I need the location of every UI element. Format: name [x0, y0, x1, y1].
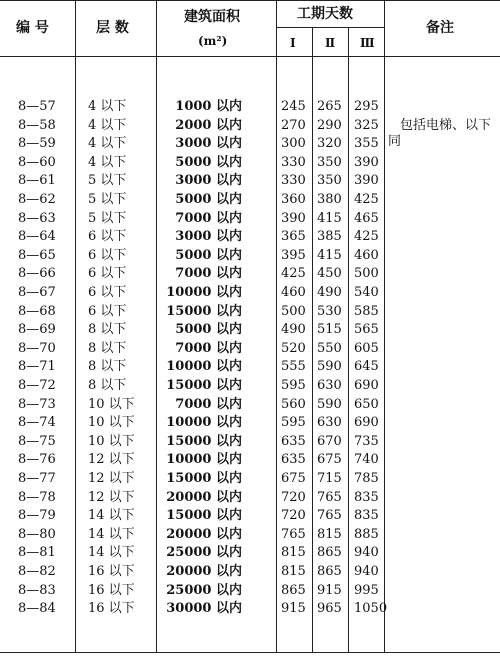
row-area: 5000 以内 [175, 154, 242, 170]
row-duration-3: 540 [354, 285, 379, 300]
row-duration-2: 385 [317, 229, 342, 245]
table-row [0, 545, 500, 561]
row-duration-1: 720 [281, 508, 306, 524]
row-duration-3: 390 [354, 173, 379, 189]
row-floors: 12 以下 [88, 471, 135, 486]
row-duration-3: 690 [354, 415, 379, 431]
row-duration-2: 765 [317, 508, 342, 524]
row-duration-1: 555 [281, 359, 306, 375]
row-duration-3: 390 [354, 154, 379, 170]
row-duration-2: 515 [317, 322, 342, 338]
row-code: 8—69 [18, 322, 56, 338]
row-duration-3: 565 [354, 322, 379, 338]
row-code: 8—78 [18, 489, 56, 505]
row-area: 15000 以内 [166, 471, 242, 486]
row-duration-1: 390 [281, 210, 306, 226]
row-code: 8—58 [18, 117, 56, 133]
row-area: 3000 以内 [175, 173, 242, 189]
row-floors: 14 以下 [88, 526, 135, 542]
header-area-unit: (m²) [198, 34, 228, 48]
row-floors: 5 以下 [88, 173, 127, 189]
row-code: 8—71 [18, 359, 56, 375]
row-area: 7000 以内 [175, 210, 242, 226]
row-area: 3000 以内 [175, 136, 242, 152]
row-code: 8—74 [18, 415, 56, 431]
header-floors: 层 数 [96, 20, 129, 36]
row-code: 8—65 [18, 247, 56, 263]
row-duration-1: 595 [281, 415, 306, 431]
table-row [0, 266, 500, 282]
row-floors: 6 以下 [88, 229, 127, 245]
row-duration-1: 865 [281, 582, 306, 598]
header-duration-col-1: Ⅰ [290, 36, 296, 50]
table-row [0, 229, 500, 245]
table-row [0, 359, 500, 375]
row-duration-2: 865 [317, 564, 342, 579]
row-code: 8—62 [18, 192, 56, 207]
row-floors: 5 以下 [88, 192, 127, 207]
row-floors: 5 以下 [88, 210, 127, 226]
row-area: 5000 以内 [175, 192, 242, 207]
row-code: 8—68 [18, 303, 56, 319]
row-floors: 14 以下 [88, 508, 135, 524]
remark-note: 包括电梯、以下同 [388, 118, 492, 149]
row-duration-1: 365 [281, 229, 306, 245]
row-duration-3: 425 [354, 192, 379, 207]
row-duration-1: 520 [281, 340, 306, 356]
row-duration-1: 360 [281, 192, 306, 207]
row-duration-2: 765 [317, 489, 342, 505]
row-duration-2: 380 [317, 192, 342, 207]
row-duration-2: 865 [317, 545, 342, 561]
row-code: 8—59 [18, 136, 56, 152]
row-floors: 16 以下 [88, 601, 135, 617]
row-duration-3: 465 [354, 210, 379, 226]
row-area: 10000 以内 [166, 415, 242, 431]
row-area: 15000 以内 [166, 378, 242, 393]
table-row [0, 136, 500, 152]
row-code: 8—83 [18, 582, 56, 598]
row-duration-3: 835 [354, 489, 379, 505]
row-code: 8—57 [18, 99, 56, 114]
row-duration-2: 630 [317, 415, 342, 431]
row-duration-2: 715 [317, 471, 342, 486]
row-floors: 4 以下 [88, 136, 127, 152]
table-row [0, 601, 500, 617]
row-floors: 8 以下 [88, 340, 127, 356]
row-duration-1: 425 [281, 266, 306, 282]
header-duration-title: 工期天数 [297, 6, 353, 22]
row-duration-3: 605 [354, 340, 379, 356]
row-duration-1: 595 [281, 378, 306, 393]
row-code: 8—61 [18, 173, 56, 189]
table-row [0, 508, 500, 524]
table-row [0, 434, 500, 450]
row-area: 30000 以内 [166, 601, 242, 617]
row-area: 5000 以内 [175, 247, 242, 263]
row-code: 8—73 [18, 396, 56, 412]
row-duration-1: 815 [281, 545, 306, 561]
row-duration-3: 885 [354, 526, 379, 542]
row-floors: 16 以下 [88, 582, 135, 598]
row-duration-1: 635 [281, 433, 306, 449]
row-duration-1: 635 [281, 452, 306, 468]
row-duration-3: 585 [354, 303, 379, 319]
row-duration-2: 415 [317, 210, 342, 226]
table-row [0, 471, 500, 487]
row-duration-1: 460 [281, 285, 306, 300]
row-area: 20000 以内 [166, 526, 242, 542]
row-area: 7000 以内 [175, 396, 242, 412]
row-code: 8—77 [18, 471, 56, 486]
table-row [0, 118, 500, 134]
row-floors: 4 以下 [88, 154, 127, 170]
row-duration-3: 650 [354, 396, 379, 412]
row-duration-2: 350 [317, 173, 342, 189]
row-floors: 6 以下 [88, 285, 127, 300]
row-duration-1: 490 [281, 322, 306, 338]
header-code: 编 号 [16, 20, 49, 36]
row-floors: 12 以下 [88, 452, 135, 468]
row-code: 8—63 [18, 210, 56, 226]
row-duration-2: 915 [317, 582, 342, 598]
row-floors: 14 以下 [88, 545, 135, 561]
duration-header-divider [276, 27, 384, 28]
row-duration-3: 940 [354, 545, 379, 561]
table-row [0, 304, 500, 320]
row-floors: 6 以下 [88, 303, 127, 319]
row-duration-3: 355 [354, 136, 379, 152]
row-code: 8—79 [18, 508, 56, 524]
table-row [0, 397, 500, 413]
row-duration-2: 590 [317, 396, 342, 412]
row-floors: 8 以下 [88, 359, 127, 375]
row-floors: 10 以下 [88, 415, 135, 431]
row-area: 7000 以内 [175, 266, 242, 282]
row-code: 8—80 [18, 526, 56, 542]
row-duration-1: 720 [281, 489, 306, 505]
row-duration-1: 330 [281, 173, 306, 189]
header-duration-col-3: Ⅲ [360, 36, 375, 50]
row-area: 15000 以内 [166, 303, 242, 319]
row-duration-2: 530 [317, 303, 342, 319]
row-duration-3: 835 [354, 508, 379, 524]
row-area: 2000 以内 [175, 117, 242, 133]
table-row [0, 248, 500, 264]
row-duration-2: 350 [317, 154, 342, 170]
row-duration-3: 425 [354, 229, 379, 245]
row-duration-1: 330 [281, 154, 306, 170]
row-duration-1: 270 [281, 117, 306, 133]
table-row [0, 564, 500, 580]
row-duration-3: 940 [354, 564, 379, 579]
row-duration-3: 785 [354, 471, 379, 486]
row-duration-3: 460 [354, 247, 379, 263]
row-area: 10000 以内 [166, 452, 242, 468]
row-floors: 8 以下 [88, 378, 127, 393]
row-floors: 6 以下 [88, 247, 127, 263]
header-area-title: 建筑面积 [184, 9, 240, 25]
row-duration-2: 630 [317, 378, 342, 393]
row-code: 8—72 [18, 378, 56, 393]
row-duration-3: 995 [354, 582, 379, 598]
row-area: 10000 以内 [166, 359, 242, 375]
row-area: 15000 以内 [166, 433, 242, 449]
header-duration-col-2: Ⅱ [325, 36, 336, 50]
table-row [0, 378, 500, 394]
row-code: 8—75 [18, 433, 56, 449]
row-duration-3: 500 [354, 266, 379, 282]
row-area: 25000 以内 [166, 545, 242, 561]
row-floors: 8 以下 [88, 322, 127, 338]
table-row [0, 583, 500, 599]
row-duration-1: 765 [281, 526, 306, 542]
row-floors: 12 以下 [88, 489, 135, 505]
row-duration-2: 550 [317, 340, 342, 356]
row-duration-1: 815 [281, 564, 306, 579]
row-duration-3: 1050 [354, 601, 388, 617]
table-row [0, 527, 500, 543]
row-duration-1: 245 [281, 99, 306, 114]
table-row [0, 99, 500, 115]
row-area: 25000 以内 [166, 582, 242, 598]
row-duration-1: 300 [281, 136, 306, 152]
table-row [0, 322, 500, 338]
row-floors: 10 以下 [88, 433, 135, 449]
table-row [0, 285, 500, 301]
row-area: 20000 以内 [166, 564, 242, 579]
row-floors: 16 以下 [88, 564, 135, 579]
table-row [0, 490, 500, 506]
row-area: 15000 以内 [166, 508, 242, 524]
table-row [0, 211, 500, 227]
row-duration-3: 735 [354, 433, 379, 449]
row-code: 8—76 [18, 452, 56, 468]
row-code: 8—84 [18, 601, 56, 617]
row-duration-3: 690 [354, 378, 379, 393]
row-duration-2: 320 [317, 136, 342, 152]
row-duration-3: 645 [354, 359, 379, 375]
row-area: 10000 以内 [166, 285, 242, 300]
row-duration-2: 450 [317, 266, 342, 282]
row-floors: 4 以下 [88, 117, 127, 133]
row-duration-2: 815 [317, 526, 342, 542]
table-row [0, 341, 500, 357]
row-area: 7000 以内 [175, 340, 242, 356]
row-area: 5000 以内 [175, 322, 242, 338]
row-floors: 4 以下 [88, 99, 127, 114]
header-remark: 备注 [426, 20, 454, 36]
table-row [0, 192, 500, 208]
table-row [0, 415, 500, 431]
row-duration-2: 290 [317, 117, 342, 133]
row-duration-1: 395 [281, 247, 306, 263]
row-code: 8—66 [18, 266, 56, 282]
row-code: 8—82 [18, 564, 56, 579]
row-area: 3000 以内 [175, 229, 242, 245]
row-duration-1: 915 [281, 601, 306, 617]
row-duration-1: 675 [281, 471, 306, 486]
row-code: 8—70 [18, 340, 56, 356]
row-code: 8—81 [18, 545, 56, 561]
row-area: 1000 以内 [175, 99, 242, 114]
row-duration-2: 590 [317, 359, 342, 375]
row-code: 8—64 [18, 229, 56, 245]
row-duration-2: 490 [317, 285, 342, 300]
row-duration-3: 740 [354, 452, 379, 468]
row-code: 8—60 [18, 154, 56, 170]
row-code: 8—67 [18, 285, 56, 300]
row-duration-2: 965 [317, 601, 342, 617]
row-duration-2: 415 [317, 247, 342, 263]
row-duration-3: 295 [354, 99, 379, 114]
table-row [0, 173, 500, 189]
row-duration-1: 560 [281, 396, 306, 412]
table-row [0, 155, 500, 171]
row-floors: 10 以下 [88, 396, 135, 412]
table-row [0, 452, 500, 468]
row-floors: 6 以下 [88, 266, 127, 282]
row-duration-2: 675 [317, 452, 342, 468]
row-duration-3: 325 [354, 117, 379, 133]
row-duration-2: 265 [317, 99, 342, 114]
row-duration-1: 500 [281, 303, 306, 319]
row-duration-2: 670 [317, 433, 342, 449]
row-area: 20000 以内 [166, 489, 242, 505]
